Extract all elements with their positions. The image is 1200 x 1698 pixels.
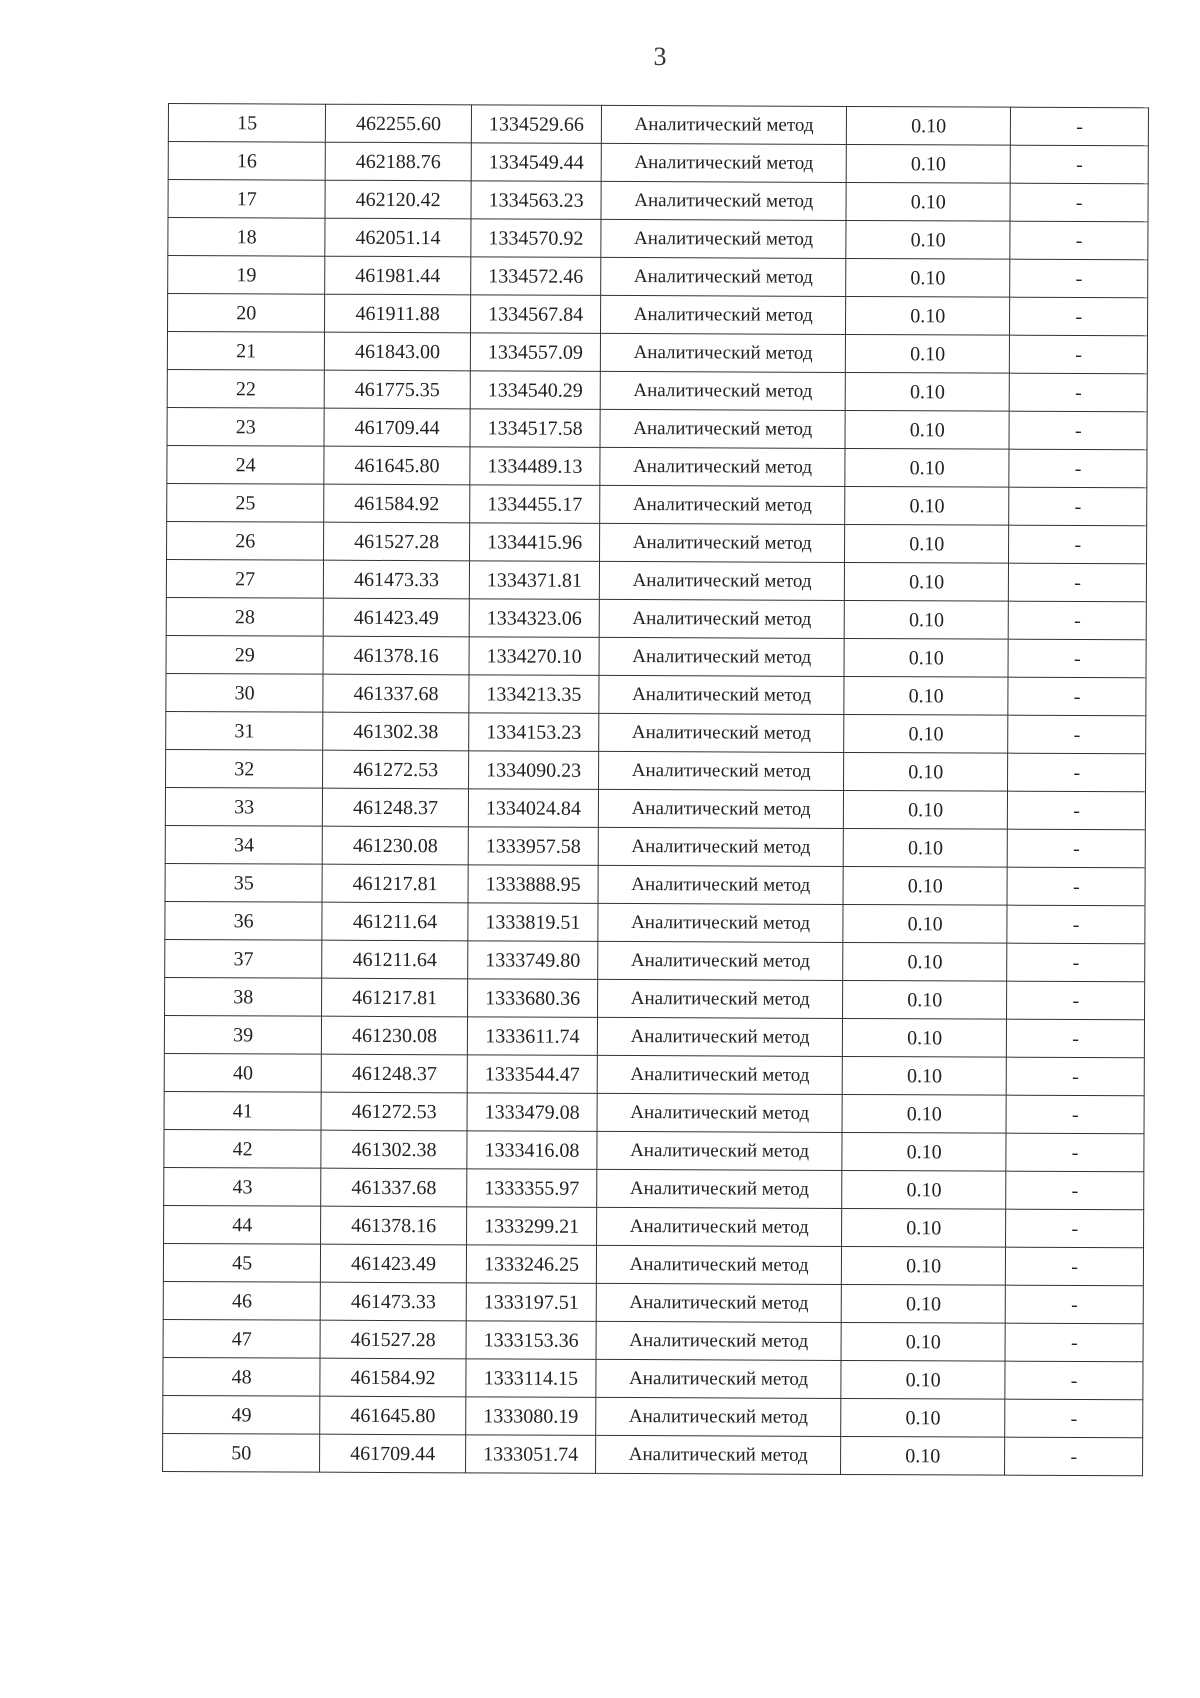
x-coordinate-cell: 462255.60	[326, 104, 471, 143]
x-coordinate-cell: 461302.38	[323, 712, 468, 751]
point-number-cell: 26	[167, 521, 325, 560]
extra-cell: -	[1010, 335, 1148, 374]
method-cell: Аналитический метод	[600, 485, 845, 524]
method-cell: Аналитический метод	[599, 827, 844, 866]
method-cell: Аналитический метод	[598, 979, 843, 1018]
point-number-cell: 40	[164, 1053, 322, 1092]
accuracy-cell: 0.10	[841, 1284, 1006, 1323]
method-cell: Аналитический метод	[598, 903, 843, 942]
extra-cell: -	[1009, 411, 1147, 450]
y-coordinate-cell: 1334557.09	[470, 333, 601, 372]
method-cell: Аналитический метод	[598, 865, 843, 904]
method-cell: Аналитический метод	[598, 1017, 843, 1056]
extra-cell: -	[1008, 639, 1146, 678]
table-row	[164, 1129, 1144, 1171]
accuracy-cell: 0.10	[842, 980, 1007, 1019]
method-cell: Аналитический метод	[597, 1093, 842, 1132]
accuracy-cell: 0.10	[843, 828, 1008, 867]
x-coordinate-cell: 461423.49	[321, 1244, 466, 1283]
x-coordinate-cell: 461217.81	[322, 978, 467, 1017]
x-coordinate-cell: 461230.08	[323, 826, 468, 865]
table-row	[167, 407, 1147, 449]
method-cell: Аналитический метод	[597, 1169, 842, 1208]
table-row	[163, 1281, 1143, 1323]
x-coordinate-cell: 461584.92	[324, 484, 469, 523]
extra-cell: -	[1005, 1323, 1143, 1362]
point-number-cell: 39	[164, 1015, 322, 1054]
y-coordinate-cell: 1334153.23	[468, 713, 599, 752]
y-coordinate-cell: 1333080.19	[465, 1397, 596, 1436]
y-coordinate-cell: 1333680.36	[467, 979, 598, 1018]
y-coordinate-cell: 1333355.97	[466, 1169, 597, 1208]
x-coordinate-cell: 461217.81	[322, 864, 467, 903]
extra-cell: -	[1008, 791, 1146, 830]
extra-cell: -	[1006, 1095, 1144, 1134]
method-cell: Аналитический метод	[600, 599, 845, 638]
method-cell: Аналитический метод	[599, 713, 844, 752]
point-number-cell: 28	[166, 597, 324, 636]
x-coordinate-cell: 461843.00	[325, 332, 470, 371]
accuracy-cell: 0.10	[844, 638, 1009, 677]
method-cell: Аналитический метод	[600, 561, 845, 600]
extra-cell: -	[1006, 1247, 1144, 1286]
extra-cell: -	[1006, 1133, 1144, 1172]
method-cell: Аналитический метод	[599, 675, 844, 714]
method-cell: Аналитический метод	[601, 181, 846, 220]
method-cell: Аналитический метод	[601, 295, 846, 334]
x-coordinate-cell: 461423.49	[324, 598, 469, 637]
extra-cell: -	[1008, 829, 1146, 868]
accuracy-cell: 0.10	[843, 790, 1008, 829]
y-coordinate-cell: 1333819.51	[468, 903, 599, 942]
method-cell: Аналитический метод	[600, 371, 845, 410]
x-coordinate-cell: 461337.68	[323, 674, 468, 713]
y-coordinate-cell: 1334529.66	[471, 105, 602, 144]
y-coordinate-cell: 1334540.29	[470, 371, 601, 410]
point-number-cell: 44	[164, 1205, 322, 1244]
extra-cell: -	[1008, 677, 1146, 716]
point-number-cell: 43	[164, 1167, 322, 1206]
accuracy-cell: 0.10	[845, 486, 1010, 525]
y-coordinate-cell: 1334455.17	[469, 485, 600, 524]
method-cell: Аналитический метод	[597, 1283, 842, 1322]
extra-cell: -	[1007, 867, 1145, 906]
method-cell: Аналитический метод	[597, 1207, 842, 1246]
method-cell: Аналитический метод	[596, 1397, 841, 1436]
extra-cell: -	[1005, 1361, 1143, 1400]
extra-cell: -	[1009, 601, 1147, 640]
extra-cell: -	[1010, 373, 1148, 412]
y-coordinate-cell: 1333051.74	[465, 1435, 596, 1474]
y-coordinate-cell: 1333416.08	[467, 1131, 598, 1170]
point-number-cell: 30	[166, 673, 324, 712]
table-row	[165, 825, 1145, 867]
method-cell: Аналитический метод	[598, 1055, 843, 1094]
y-coordinate-cell: 1334567.84	[470, 295, 601, 334]
point-number-cell: 22	[167, 369, 325, 408]
y-coordinate-cell: 1334517.58	[470, 409, 601, 448]
extra-cell: -	[1011, 107, 1149, 146]
table-row	[165, 977, 1145, 1019]
y-coordinate-cell: 1334489.13	[470, 447, 601, 486]
y-coordinate-cell: 1334090.23	[468, 751, 599, 790]
method-cell: Аналитический метод	[596, 1435, 841, 1474]
method-cell: Аналитический метод	[596, 1321, 841, 1360]
extra-cell: -	[1005, 1399, 1143, 1438]
table-row	[168, 294, 1148, 336]
accuracy-cell: 0.10	[841, 1208, 1006, 1247]
point-number-cell: 31	[166, 711, 324, 750]
table-row	[167, 483, 1147, 525]
extra-cell: -	[1010, 221, 1148, 260]
table-row	[164, 1205, 1144, 1247]
method-cell: Аналитический метод	[601, 333, 846, 372]
table-row	[164, 1167, 1144, 1209]
y-coordinate-cell: 1333197.51	[466, 1283, 597, 1322]
table-row	[163, 1243, 1143, 1285]
extra-cell: -	[1008, 753, 1146, 792]
method-cell: Аналитический метод	[600, 523, 845, 562]
x-coordinate-cell: 461473.33	[321, 1282, 466, 1321]
x-coordinate-cell: 461378.16	[321, 1206, 466, 1245]
table-row	[167, 369, 1147, 411]
table-row	[166, 597, 1146, 639]
table-row	[166, 559, 1146, 601]
accuracy-cell: 0.10	[843, 752, 1008, 791]
method-cell: Аналитический метод	[600, 447, 845, 486]
table-row	[166, 673, 1146, 715]
accuracy-cell: 0.10	[842, 1170, 1007, 1209]
point-number-cell: 24	[167, 445, 325, 484]
coordinates-table-body	[163, 104, 1149, 1476]
x-coordinate-cell: 461527.28	[324, 522, 469, 561]
point-number-cell: 46	[163, 1281, 321, 1320]
table-row	[165, 863, 1145, 905]
x-coordinate-cell: 462051.14	[325, 218, 470, 257]
point-number-cell: 50	[163, 1433, 321, 1472]
point-number-cell: 20	[168, 294, 326, 333]
accuracy-cell: 0.10	[845, 296, 1010, 335]
x-coordinate-cell: 461211.64	[322, 940, 467, 979]
x-coordinate-cell: 461211.64	[322, 902, 467, 941]
table-row	[166, 749, 1146, 791]
extra-cell: -	[1011, 145, 1149, 184]
method-cell: Аналитический метод	[599, 637, 844, 676]
accuracy-cell: 0.10	[846, 258, 1011, 297]
table-row	[168, 104, 1148, 146]
x-coordinate-cell: 461709.44	[324, 408, 469, 447]
table-row	[168, 256, 1148, 298]
table-row	[165, 901, 1145, 943]
accuracy-cell: 0.10	[842, 1056, 1007, 1095]
extra-cell: -	[1005, 1437, 1143, 1476]
point-number-cell: 48	[163, 1357, 321, 1396]
method-cell: Аналитический метод	[599, 751, 844, 790]
extra-cell: -	[1007, 905, 1145, 944]
method-cell: Аналитический метод	[602, 105, 847, 144]
method-cell: Аналитический метод	[601, 143, 846, 182]
y-coordinate-cell: 1334549.44	[471, 143, 602, 182]
table-row	[166, 635, 1146, 677]
method-cell: Аналитический метод	[600, 409, 845, 448]
y-coordinate-cell: 1334213.35	[469, 675, 600, 714]
accuracy-cell: 0.10	[843, 904, 1008, 943]
x-coordinate-cell: 462188.76	[326, 142, 471, 181]
accuracy-cell: 0.10	[841, 1246, 1006, 1285]
accuracy-cell: 0.10	[846, 182, 1011, 221]
accuracy-cell: 0.10	[842, 1094, 1007, 1133]
accuracy-cell: 0.10	[845, 448, 1010, 487]
x-coordinate-cell: 461645.80	[320, 1396, 465, 1435]
y-coordinate-cell: 1333479.08	[467, 1093, 598, 1132]
point-number-cell: 25	[167, 483, 325, 522]
point-number-cell: 29	[166, 635, 324, 674]
method-cell: Аналитический метод	[601, 219, 846, 258]
accuracy-cell: 0.10	[842, 1132, 1007, 1171]
x-coordinate-cell: 461584.92	[320, 1358, 465, 1397]
table-row	[168, 142, 1148, 184]
extra-cell: -	[1009, 525, 1147, 564]
point-number-cell: 41	[164, 1091, 322, 1130]
point-number-cell: 27	[166, 559, 324, 598]
y-coordinate-cell: 1333246.25	[466, 1245, 597, 1284]
point-number-cell: 19	[168, 256, 326, 295]
y-coordinate-cell: 1334415.96	[469, 523, 600, 562]
table-row	[166, 711, 1146, 753]
table-row	[165, 787, 1145, 829]
method-cell: Аналитический метод	[598, 941, 843, 980]
y-coordinate-cell: 1334024.84	[468, 789, 599, 828]
extra-cell: -	[1009, 449, 1147, 488]
y-coordinate-cell: 1334371.81	[469, 561, 600, 600]
extra-cell: -	[1007, 981, 1145, 1020]
accuracy-cell: 0.10	[846, 144, 1011, 183]
method-cell: Аналитический метод	[597, 1245, 842, 1284]
page-number: 3	[653, 42, 667, 71]
y-coordinate-cell: 1333544.47	[467, 1055, 598, 1094]
x-coordinate-cell: 461645.80	[324, 446, 469, 485]
table-row	[168, 180, 1148, 222]
extra-cell: -	[1007, 943, 1145, 982]
accuracy-cell: 0.10	[844, 600, 1009, 639]
point-number-cell: 38	[165, 977, 323, 1016]
y-coordinate-cell: 1333611.74	[467, 1017, 598, 1056]
table-row	[163, 1433, 1143, 1475]
y-coordinate-cell: 1333299.21	[466, 1207, 597, 1246]
table-row	[164, 1053, 1144, 1095]
accuracy-cell: 0.10	[844, 524, 1009, 563]
accuracy-cell: 0.10	[846, 106, 1011, 145]
point-number-cell: 34	[165, 825, 323, 864]
point-number-cell: 37	[165, 939, 323, 978]
x-coordinate-cell: 461527.28	[320, 1320, 465, 1359]
point-number-cell: 17	[168, 180, 326, 219]
point-number-cell: 18	[168, 218, 326, 257]
table-row	[167, 332, 1147, 374]
accuracy-cell: 0.10	[842, 1018, 1007, 1057]
point-number-cell: 21	[167, 332, 325, 371]
extra-cell: -	[1010, 259, 1148, 298]
point-number-cell: 35	[165, 863, 323, 902]
table-row	[165, 939, 1145, 981]
table-row	[164, 1015, 1144, 1057]
table-row	[163, 1357, 1143, 1399]
point-number-cell: 42	[164, 1129, 322, 1168]
point-number-cell: 36	[165, 901, 323, 940]
point-number-cell: 15	[168, 104, 326, 143]
table-row	[164, 1091, 1144, 1133]
accuracy-cell: 0.10	[844, 562, 1009, 601]
extra-cell: -	[1006, 1285, 1144, 1324]
x-coordinate-cell: 461230.08	[322, 1016, 467, 1055]
y-coordinate-cell: 1334563.23	[471, 181, 602, 220]
extra-cell: -	[1007, 1019, 1145, 1058]
accuracy-cell: 0.10	[841, 1322, 1006, 1361]
extra-cell: -	[1010, 183, 1148, 222]
coordinates-table	[162, 103, 1149, 1476]
x-coordinate-cell: 461911.88	[325, 294, 470, 333]
x-coordinate-cell: 461272.53	[321, 1092, 466, 1131]
point-number-cell: 32	[166, 749, 324, 788]
point-number-cell: 49	[163, 1395, 321, 1434]
x-coordinate-cell: 461248.37	[322, 1054, 467, 1093]
y-coordinate-cell: 1333957.58	[468, 827, 599, 866]
accuracy-cell: 0.10	[840, 1436, 1005, 1475]
extra-cell: -	[1010, 297, 1148, 336]
accuracy-cell: 0.10	[844, 714, 1009, 753]
y-coordinate-cell: 1333888.95	[468, 865, 599, 904]
table-row	[163, 1395, 1143, 1437]
x-coordinate-cell: 461473.33	[324, 560, 469, 599]
method-cell: Аналитический метод	[596, 1359, 841, 1398]
y-coordinate-cell: 1334270.10	[469, 637, 600, 676]
x-coordinate-cell: 461272.53	[323, 750, 468, 789]
x-coordinate-cell: 462120.42	[325, 180, 470, 219]
method-cell: Аналитический метод	[599, 789, 844, 828]
point-number-cell: 16	[168, 142, 326, 181]
point-number-cell: 45	[163, 1243, 321, 1282]
y-coordinate-cell: 1334572.46	[470, 257, 601, 296]
y-coordinate-cell: 1333114.15	[466, 1359, 597, 1398]
table-row	[167, 445, 1147, 487]
point-number-cell: 33	[165, 787, 323, 826]
x-coordinate-cell: 461378.16	[323, 636, 468, 675]
x-coordinate-cell: 461337.68	[321, 1168, 466, 1207]
y-coordinate-cell: 1334570.92	[471, 219, 602, 258]
method-cell: Аналитический метод	[597, 1131, 842, 1170]
method-cell: Аналитический метод	[601, 257, 846, 296]
x-coordinate-cell: 461709.44	[320, 1434, 465, 1473]
point-number-cell: 23	[167, 407, 325, 446]
table-row	[163, 1319, 1143, 1361]
table-row	[167, 521, 1147, 563]
accuracy-cell: 0.10	[845, 334, 1010, 373]
accuracy-cell: 0.10	[845, 372, 1010, 411]
accuracy-cell: 0.10	[841, 1360, 1006, 1399]
x-coordinate-cell: 461248.37	[323, 788, 468, 827]
accuracy-cell: 0.10	[846, 220, 1011, 259]
y-coordinate-cell: 1334323.06	[469, 599, 600, 638]
y-coordinate-cell: 1333749.80	[467, 941, 598, 980]
extra-cell: -	[1008, 715, 1146, 754]
accuracy-cell: 0.10	[845, 410, 1010, 449]
x-coordinate-cell: 461981.44	[325, 256, 470, 295]
accuracy-cell: 0.10	[841, 1398, 1006, 1437]
extra-cell: -	[1009, 563, 1147, 602]
accuracy-cell: 0.10	[843, 866, 1008, 905]
table-row	[168, 218, 1148, 260]
extra-cell: -	[1007, 1057, 1145, 1096]
accuracy-cell: 0.10	[843, 942, 1008, 981]
x-coordinate-cell: 461302.38	[321, 1130, 466, 1169]
extra-cell: -	[1006, 1171, 1144, 1210]
extra-cell: -	[1006, 1209, 1144, 1248]
accuracy-cell: 0.10	[844, 676, 1009, 715]
point-number-cell: 47	[163, 1319, 321, 1358]
extra-cell: -	[1009, 487, 1147, 526]
x-coordinate-cell: 461775.35	[325, 370, 470, 409]
y-coordinate-cell: 1333153.36	[466, 1321, 597, 1360]
